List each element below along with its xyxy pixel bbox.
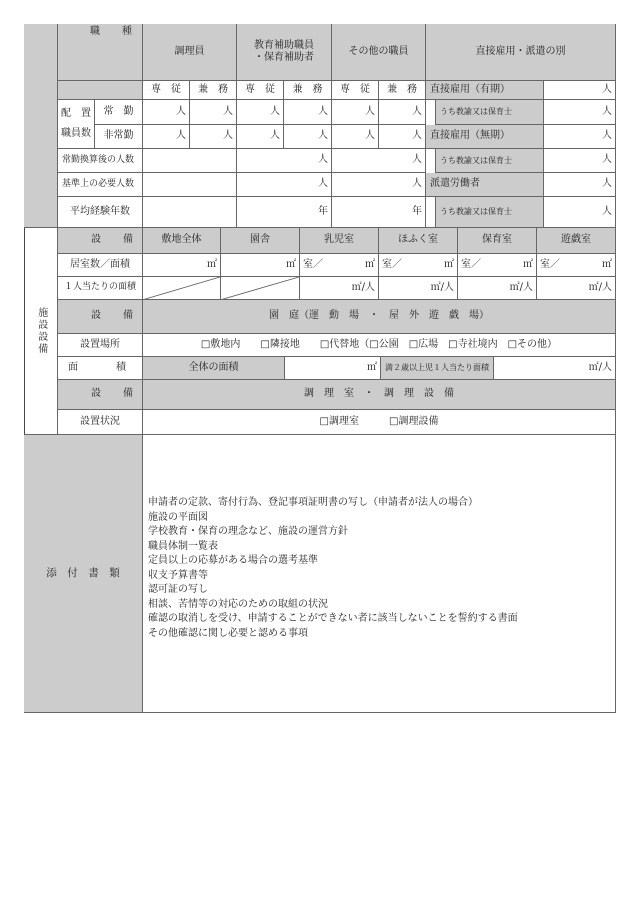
header-kyoiku-line1: 教育補助職員 [254, 39, 314, 51]
entei-header: 園 庭（運 動 場 ・ 屋 外 遊 戯 場） [143, 300, 616, 334]
right-indent-2 [426, 149, 436, 173]
secchi-jokyo-options[interactable]: □調理室 □調理設備 [143, 410, 616, 435]
jokin-kansan-kyoiku[interactable]: 人 [237, 149, 332, 173]
attachment-item: 学校教育・保育の理念など、施設の運営方針 [148, 526, 348, 537]
col-hofuku: ほふく室 [379, 228, 458, 254]
hoiku-shitsu: 室／ [461, 258, 481, 270]
menseki-label: 面 積 [58, 357, 143, 380]
col-yugishitsu: 遊戯室 [537, 228, 616, 254]
attachment-item: 定員以上の応募がある場合の選考基準 [148, 555, 318, 566]
hijokin-sonota-senju[interactable]: 人 [332, 125, 379, 149]
jokin-kyoiku-kenmu[interactable]: 人 [284, 100, 332, 125]
header-shokushu: 職 種 [58, 24, 143, 81]
jokin-kansan-sonota[interactable]: 人 [332, 149, 426, 173]
setsubi-label-3: 設 備 [58, 380, 143, 410]
right-yuki-label: 直接雇用（有期） [426, 81, 544, 100]
setsubi-label-1: 設 備 [58, 228, 143, 254]
secchi-basho-label: 設置場所 [58, 334, 143, 357]
hitori-ensha-slash [221, 277, 300, 300]
attachment-item: 確認の取消しを受け、申請することができない者に該当しないことを誓約する書面 [148, 613, 518, 624]
secchi-basho-options[interactable]: □敷地内 □隣接地 □代替地（□公園 □広場 □寺社境内 □その他） [143, 334, 616, 357]
sub-kyoiku-senju: 専 従 [237, 81, 284, 100]
zentai-menseki-label: 全体の面積 [143, 357, 285, 380]
right-muki-label: 直接雇用（無期） [426, 125, 544, 149]
hofuku-m2: ㎡ [444, 258, 454, 270]
diagonal-line-1 [143, 277, 220, 300]
right-muki-value[interactable]: 人 [544, 125, 616, 149]
kyoshitsu-shikichi[interactable]: ㎡ [143, 254, 221, 277]
chorishitsu-header: 調 理 室 ・ 調 理 設 備 [143, 380, 616, 410]
heikin-label: 平均経験年数 [58, 197, 143, 228]
diagonal-line-2 [221, 277, 299, 300]
hijokin-sonota-kenmu[interactable]: 人 [379, 125, 426, 149]
jokin-chori-kenmu[interactable]: 人 [190, 100, 237, 125]
kyoshitsu-label: 居室数／面積 [58, 254, 143, 277]
heikin-sonota[interactable]: 年 [332, 197, 426, 228]
staff-side-column [24, 24, 58, 228]
right-haken-value[interactable]: 人 [544, 173, 616, 197]
right-uchi-value-1[interactable]: 人 [544, 100, 616, 125]
kyoshitsu-yugi[interactable] [537, 254, 616, 277]
jokin-kyoiku-senju[interactable]: 人 [237, 100, 284, 125]
kijun-kyoiku[interactable]: 人 [237, 173, 332, 197]
kyoshitsu-hofuku[interactable] [379, 254, 458, 277]
right-uchi-label-1: うち教諭又は保育士 [436, 100, 544, 125]
hitori-nyuji[interactable]: ㎡/人 [300, 277, 379, 300]
col-shikichi: 敷地全体 [143, 228, 221, 254]
attachment-item: 職員体制一覧表 [148, 540, 218, 552]
attachment-item: 相談、苦情等の対応のための取組の状況 [148, 598, 328, 610]
hitori-label: １人当たりの面積 [58, 277, 143, 300]
hijokin-kyoiku-senju[interactable]: 人 [237, 125, 284, 149]
col-ensha: 園舎 [221, 228, 300, 254]
setsubi-label-2: 設 備 [58, 300, 143, 334]
yugi-m2: ㎡ [602, 258, 612, 270]
right-uchi-value-3[interactable]: 人 [544, 197, 616, 228]
hitori-shikichi-slash [143, 277, 221, 300]
header-kyoiku-line2: ・保育補助者 [254, 52, 314, 63]
hijokin-kyoiku-kenmu[interactable]: 人 [284, 125, 332, 149]
col-hoikushitsu: 保育室 [458, 228, 537, 254]
yugi-shitsu: 室／ [540, 258, 560, 270]
attachments-label: 添 付 書 類 [24, 435, 143, 713]
jokin-sonota-senju[interactable]: 人 [332, 100, 379, 125]
hijokin-chori-senju[interactable]: 人 [143, 125, 190, 149]
haichi-line2: 職員数 [61, 128, 91, 139]
right-indent-3 [426, 197, 436, 228]
hoiku-m2: ㎡ [523, 258, 533, 270]
sub-chori-senju: 専 従 [143, 81, 190, 100]
hitori-hoiku[interactable]: ㎡/人 [458, 277, 537, 300]
jokin-chori-senju[interactable]: 人 [143, 100, 190, 125]
kyoshitsu-hoiku[interactable] [458, 254, 537, 277]
zentai-menseki-value[interactable]: ㎡ [285, 357, 381, 380]
nyuji-shitsu: 室／ [303, 258, 323, 270]
right-uchi-label-2: うち教諭又は保育士 [436, 149, 544, 173]
right-uchi-value-2[interactable]: 人 [544, 149, 616, 173]
kyoshitsu-ensha[interactable]: ㎡ [221, 254, 300, 277]
header-chokusetsu: 直接雇用・派遣の別 [426, 24, 616, 81]
man2sai-value[interactable]: ㎡/人 [494, 357, 616, 380]
sub-chori-kenmu: 兼 務 [190, 81, 237, 100]
sub-sonota-senju: 専 従 [332, 81, 379, 100]
jokin-label: 常 勤 [95, 100, 143, 125]
right-yuki-value[interactable]: 人 [544, 81, 616, 100]
right-uchi-label-3: うち教諭又は保育士 [436, 197, 544, 228]
right-haken-label: 派遣労働者 [426, 173, 544, 197]
haichi-line1: 配 置 [61, 107, 91, 119]
attachment-item: その他確認に関し必要と認める事項 [148, 627, 308, 639]
hofuku-shitsu: 室／ [382, 258, 402, 270]
nyuji-m2: ㎡ [365, 258, 375, 270]
sub-sonota-kenmu: 兼 務 [379, 81, 426, 100]
jokin-kansan-label: 常勤換算後の人数 [58, 149, 143, 173]
haichi-label [58, 100, 95, 149]
hitori-hofuku[interactable]: ㎡/人 [379, 277, 458, 300]
heikin-kyoiku[interactable]: 年 [237, 197, 332, 228]
sub-kyoiku-kenmu: 兼 務 [284, 81, 332, 100]
jokin-kansan-chori[interactable] [143, 149, 237, 173]
right-indent-1 [426, 100, 436, 125]
attachments-list [148, 496, 518, 641]
attachment-item: 申請者の定款、寄付行為、登記事項証明書の写し（申請者が法人の場合） [148, 497, 478, 508]
attachment-item: 収支予算書等 [148, 569, 208, 581]
facility-section-label [24, 228, 58, 435]
facility-section-text: 施設設備 [35, 307, 47, 355]
secchi-jokyo-label: 設置状況 [58, 410, 143, 435]
hijokin-chori-kenmu[interactable]: 人 [190, 125, 237, 149]
header-kyoiku [237, 24, 332, 81]
hijokin-label: 非常勤 [95, 125, 143, 149]
attachment-item: 認可証の写し [148, 584, 208, 595]
kyoshitsu-nyuji[interactable] [300, 254, 379, 277]
heikin-chori[interactable] [143, 197, 237, 228]
kijun-chori[interactable] [143, 173, 237, 197]
col-nyujishitsu: 乳児室 [300, 228, 379, 254]
hitori-yugi[interactable]: ㎡/人 [537, 277, 616, 300]
sub-blank [58, 81, 143, 100]
attachment-item: 施設の平面図 [148, 511, 208, 523]
header-sonota: その他の職員 [332, 24, 426, 81]
kijun-sonota[interactable]: 人 [332, 173, 426, 197]
header-chori: 調理員 [143, 24, 237, 81]
man2sai-label: 満２歳以上児１人当たり面積 [381, 357, 494, 380]
kijun-label: 基準上の必要人数 [58, 173, 143, 197]
jokin-sonota-kenmu[interactable]: 人 [379, 100, 426, 125]
